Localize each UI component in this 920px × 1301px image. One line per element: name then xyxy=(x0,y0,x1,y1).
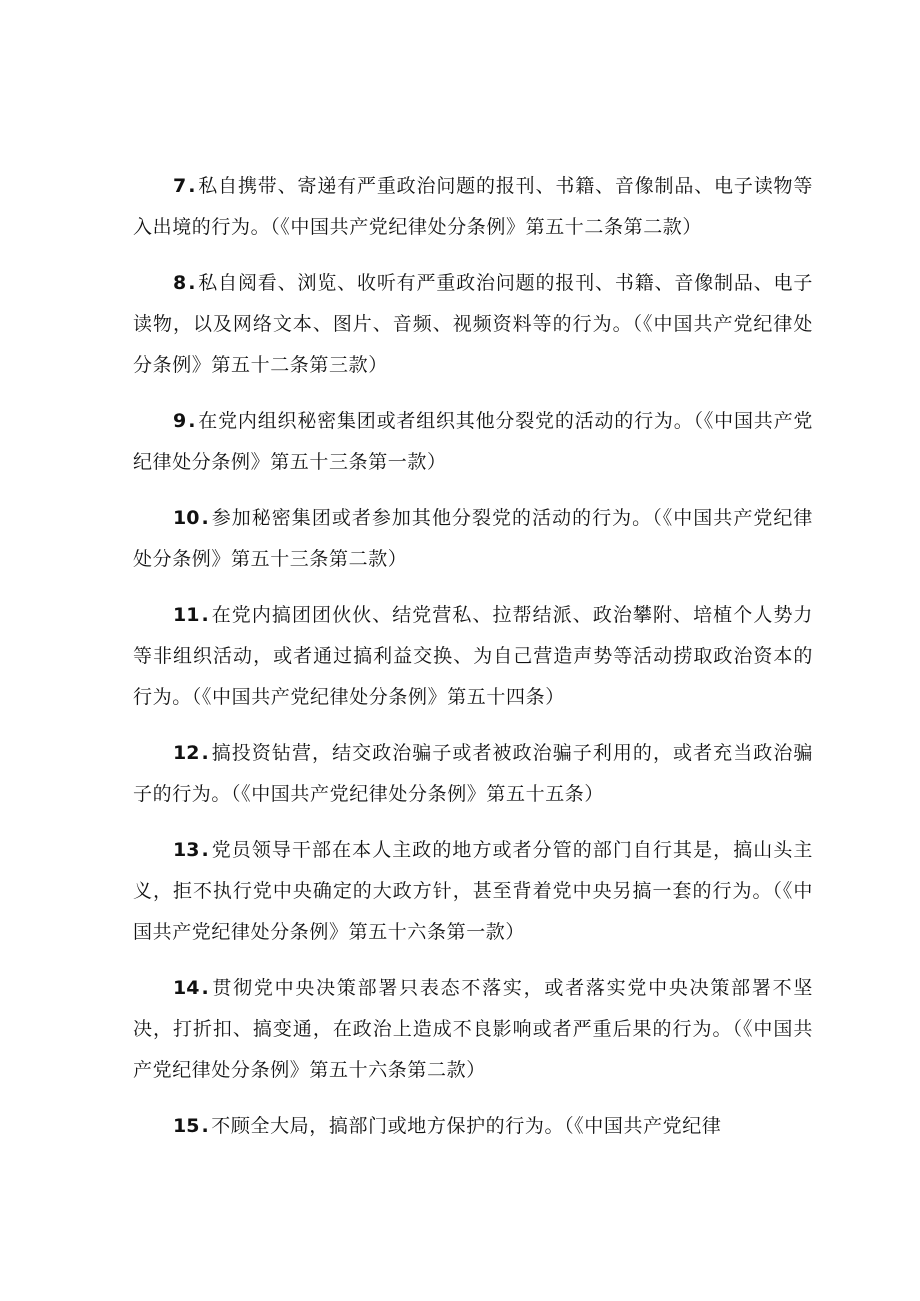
item-text: 党员领导干部在本人主政的地方或者分管的部门自行其是，搞山头主义，拒不执行党中央确定的大政方针，甚至背着党中央另搞一套的行为。（《中国共产党纪律处分条例》第五十六条第一款） xyxy=(133,839,813,943)
list-item xyxy=(133,166,813,248)
list-item xyxy=(133,595,813,718)
item-number: 13 xyxy=(173,839,200,861)
item-separator: . xyxy=(188,272,197,294)
item-separator: . xyxy=(201,742,210,764)
item-separator: . xyxy=(188,410,197,432)
item-number: 9 xyxy=(173,410,187,432)
item-text: 在党内搞团团伙伙、结党营私、拉帮结派、政治攀附、培植个人势力等非组织活动，或者通过搞利益交换、为自己营造声势等活动捞取政治资本的行为。（《中国共产党纪律处分条例》第五十四条） xyxy=(133,604,813,708)
item-separator: . xyxy=(201,977,210,999)
item-text: 搞投资钻营，结交政治骗子或者被政治骗子利用的，或者充当政治骗子的行为。（《中国共产党纪律处分条例》第五十五条） xyxy=(133,742,813,805)
item-number: 10 xyxy=(173,507,200,529)
item-separator: . xyxy=(201,1115,210,1137)
item-text: 私自携带、寄递有严重政治问题的报刊、书籍、音像制品、电子读物等入出境的行为。（《中国共产党纪律处分条例》第五十二条第二款） xyxy=(133,175,813,238)
list-item xyxy=(133,498,813,580)
document-body xyxy=(133,166,813,1162)
list-item xyxy=(133,1106,813,1147)
item-text: 在党内组织秘密集团或者组织其他分裂党的活动的行为。（《中国共产党纪律处分条例》第五十三条第一款） xyxy=(133,410,813,473)
item-separator: . xyxy=(201,507,210,529)
item-number: 11 xyxy=(173,604,200,626)
list-item xyxy=(133,401,813,483)
item-text: 私自阅看、浏览、收听有严重政治问题的报刊、书籍、音像制品、电子读物，以及网络文本、图片、音频、视频资料等的行为。（《中国共产党纪律处分条例》第五十二条第三款） xyxy=(133,272,813,376)
item-number: 14 xyxy=(173,977,200,999)
item-separator: . xyxy=(188,175,197,197)
item-text: 贯彻党中央决策部署只表态不落实，或者落实党中央决策部署不坚决，打折扣、搞变通，在政治上造成不良影响或者严重后果的行为。（《中国共产党纪律处分条例》第五十六条第二款） xyxy=(133,977,813,1081)
list-item xyxy=(133,733,813,815)
item-text: 不顾全大局，搞部门或地方保护的行为。（《中国共产党纪律 xyxy=(211,1115,722,1137)
item-text: 参加秘密集团或者参加其他分裂党的活动的行为。（《中国共产党纪律处分条例》第五十三条第二款） xyxy=(133,507,813,570)
item-separator: . xyxy=(201,604,210,626)
list-item xyxy=(133,968,813,1091)
item-number: 12 xyxy=(173,742,200,764)
list-item xyxy=(133,830,813,953)
item-separator: . xyxy=(201,839,210,861)
item-number: 7 xyxy=(173,175,187,197)
item-number: 8 xyxy=(173,272,187,294)
item-number: 15 xyxy=(173,1115,200,1137)
list-item xyxy=(133,263,813,386)
